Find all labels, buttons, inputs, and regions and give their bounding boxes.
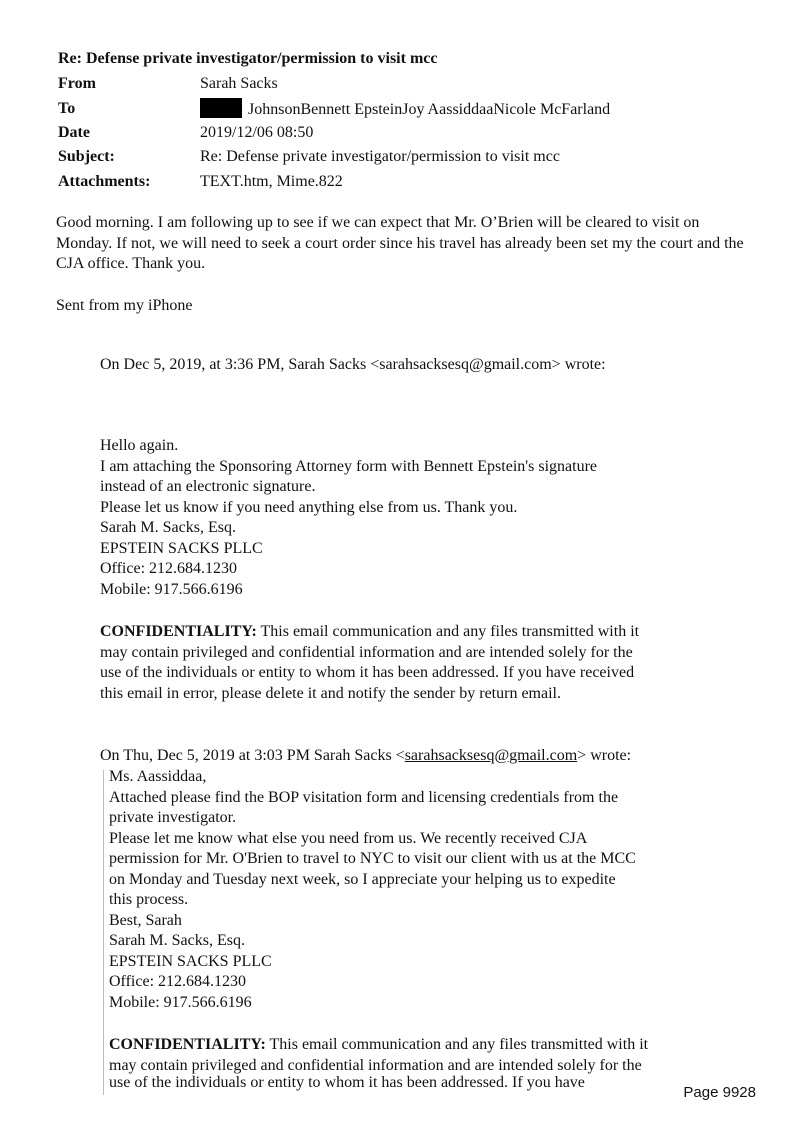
quote-bar [103, 770, 104, 1095]
header-value: 2019/12/06 08:50 [200, 123, 314, 141]
quote-line: I am attaching the Sponsoring Attorney form with Bennett Epstein's signature [100, 457, 598, 475]
confidentiality-label: CONFIDENTIALITY: [109, 1036, 266, 1053]
sent-from-line: Sent from my iPhone [56, 297, 193, 314]
quote-line: EPSTEIN SACKS PLLC [100, 539, 263, 557]
quote-header-line [100, 746, 631, 767]
header-value: TEXT.htm, Mime.822 [200, 172, 343, 190]
quote-line: this process. [109, 891, 189, 908]
body-paragraph: Good morning. I am following up to see if we can expect that Mr. O’Brien will be cleared to visit on Monday. If not, we will need to seek a court order since his travel has already been set my the court and the CJA office. Thank you. [56, 214, 744, 272]
email-link[interactable]: sarahsacksesq@gmail.com [404, 747, 578, 764]
confidentiality-line: use of the individuals or entity to whom it has been addressed. If you have [109, 1074, 585, 1091]
quote-line: private investigator. [109, 809, 237, 826]
quote-line: instead of an electronic signature. [100, 478, 316, 495]
redaction-box [200, 98, 242, 118]
quote-line: Office: 212.684.1230 [100, 560, 238, 577]
email-header-table [58, 72, 610, 194]
confidentiality-line [109, 1035, 648, 1056]
confidentiality-line: this email in error, please delete it and notify the sender by return email. [100, 684, 561, 702]
header-value-to [200, 96, 610, 120]
confidentiality-line: may contain privileged and confidential information and are intended solely for the [109, 1056, 642, 1074]
email-title: Re: Defense private investigator/permission to visit mcc [58, 50, 438, 67]
confidentiality-line [100, 622, 639, 643]
quote-line: Sarah M. Sacks, Esq. [100, 519, 236, 536]
quote-line: Mobile: 917.566.6196 [109, 993, 252, 1011]
page-number: Page 9928 [683, 1084, 756, 1101]
confidentiality-line: use of the individuals or entity to whom it has been addressed. If you have received [100, 664, 635, 681]
header-row-attachments [58, 170, 610, 194]
header-row-date [58, 121, 610, 145]
header-row-from [58, 72, 610, 96]
header-key: Date [58, 123, 90, 141]
header-key: Subject: [58, 148, 115, 166]
quote-header-pre: On Thu, Dec 5, 2019 at 3:03 PM Sarah Sacks < [100, 747, 405, 764]
quote-header-line: On Dec 5, 2019, at 3:36 PM, Sarah Sacks <sarahsacksesq@gmail.com> wrote: [100, 356, 606, 373]
quote-header-post: > wrote: [577, 747, 632, 764]
quote2-confidentiality [109, 1035, 648, 1076]
header-value: Sarah Sacks [200, 75, 278, 93]
quote-line: Office: 212.684.1230 [109, 973, 247, 990]
quote-line: on Monday and Tuesday next week, so I appreciate your helping us to expedite [109, 870, 616, 888]
header-row-to [58, 96, 610, 120]
confidentiality-line: may contain privileged and confidential information and are intended solely for the [100, 643, 633, 661]
header-value: JohnsonBennett EpsteinJoy AassiddaaNicole McFarland [248, 101, 611, 119]
quote1-body [100, 436, 597, 600]
quote-line: Ms. Aassiddaa, [109, 768, 207, 785]
quote2-body [109, 767, 636, 1013]
quote1-header [100, 355, 606, 376]
quote2-header [100, 746, 631, 767]
quote-line: permission for Mr. O'Brien to travel to NYC to visit our client with us at the MCC [109, 850, 636, 867]
confidentiality-text: This email communication and any files transmitted with it [256, 623, 640, 640]
quote-line: Best, Sarah [109, 911, 182, 929]
quote-line: EPSTEIN SACKS PLLC [109, 952, 272, 970]
quote1-confidentiality [100, 622, 639, 704]
header-row-subject [58, 145, 610, 169]
header-value: Re: Defense private investigator/permission to visit mcc [200, 148, 560, 166]
confidentiality-text: This email communication and any files transmitted with it [265, 1036, 649, 1053]
quote-line: Hello again. [100, 437, 179, 454]
quote-line: Please let me know what else you need from us. We recently received CJA [109, 829, 588, 847]
quote-line: Mobile: 917.566.6196 [100, 580, 243, 598]
quote-line: Sarah M. Sacks, Esq. [109, 932, 245, 949]
header-key: To [58, 99, 76, 117]
header-key: Attachments: [58, 172, 151, 190]
quote-line: Attached please find the BOP visitation form and licensing credentials from the [109, 788, 619, 806]
cut-off-line [109, 1074, 669, 1091]
header-key: From [58, 75, 96, 93]
confidentiality-label: CONFIDENTIALITY: [100, 623, 257, 640]
quote-line: Please let us know if you need anything else from us. Thank you. [100, 498, 518, 516]
